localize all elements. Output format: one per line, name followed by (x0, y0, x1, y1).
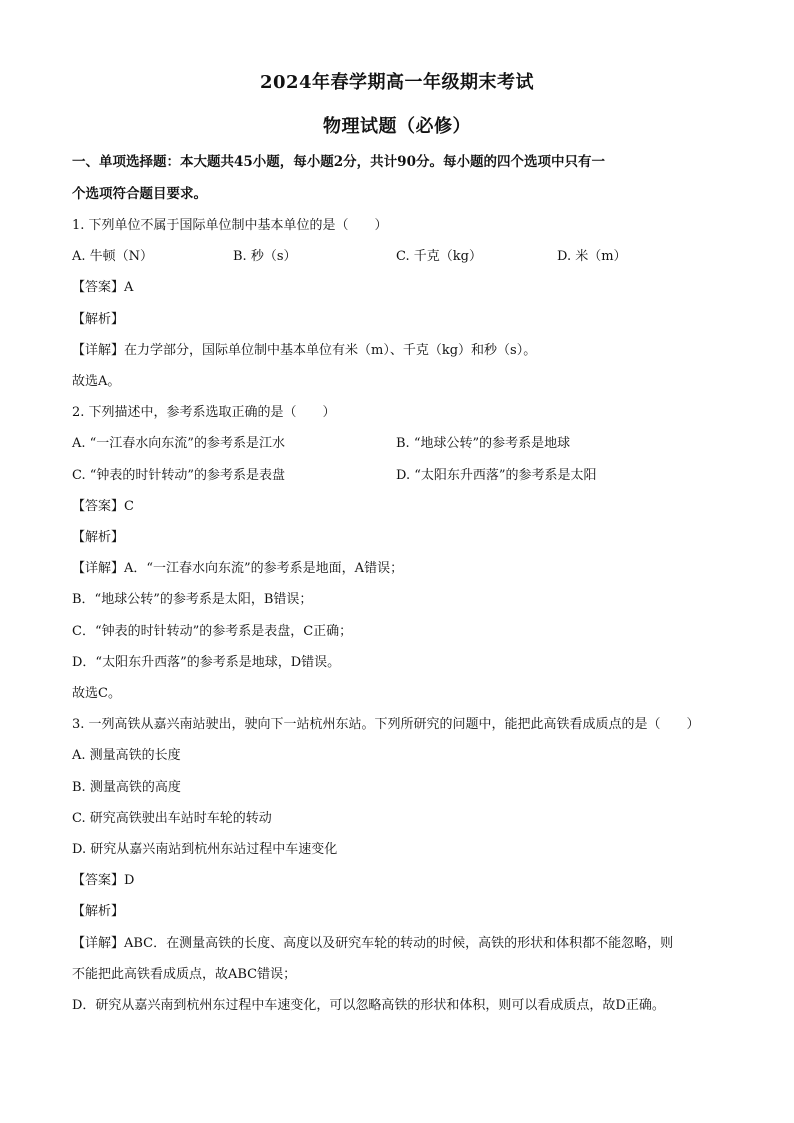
q3-detail-line-2: 不能把此高铁看成质点，故ABC错误； (72, 967, 297, 982)
q2-option-d: D. “太阳东升西落”的参考系是太阳 (396, 468, 597, 483)
q2-option-c: C. “钟表的时针转动”的参考系是表盘 (72, 468, 286, 483)
q3-detail-line-3: D．研究从嘉兴南到杭州东过程中车速变化，可以忽略高铁的形状和体积，则可以看成质点，故D正确。 (72, 998, 665, 1013)
q1-option-b: B. 秒（s） (233, 249, 297, 264)
q3-answer: 【答案】D (72, 873, 135, 888)
q1-analysis-label: 【解析】 (72, 312, 125, 327)
q3-option-a: A. 测量高铁的长度 (72, 748, 181, 763)
q2-detail-b: B．“地球公转”的参考系是太阳，B错误； (72, 592, 313, 607)
q2-analysis-label: 【解析】 (72, 530, 125, 545)
q1-conclusion: 故选A。 (72, 374, 121, 389)
q2-answer: 【答案】C (72, 499, 134, 514)
q1-stem: 1. 下列单位不属于国际单位制中基本单位的是（ ） (72, 218, 388, 233)
q3-detail-line-1: 【详解】ABC．在测量高铁的长度、高度以及研究车轮的转动的时候，高铁的形状和体积都不能忽略，则 (72, 936, 674, 951)
q1-option-a: A. 牛顿（N） (72, 249, 154, 264)
q1-detail: 【详解】在力学部分，国际单位制中基本单位有米（m）、千克（kg）和秒（s）。 (72, 343, 537, 358)
q1-option-d: D. 米（m） (557, 249, 627, 264)
q2-stem: 2. 下列描述中，参考系选取正确的是（ ） (72, 405, 336, 420)
q1-answer: 【答案】A (72, 280, 134, 295)
q3-option-b: B. 测量高铁的高度 (72, 780, 181, 795)
q2-option-b: B. “地球公转”的参考系是地球 (396, 436, 571, 451)
section-heading-line-2: 个选项符合题目要求。 (72, 186, 207, 202)
q2-conclusion: 故选C。 (72, 686, 121, 701)
section-heading-line-1: 一、单项选择题：本大题共45小题，每小题2分，共计90分。每小题的四个选项中只有一 (72, 154, 605, 170)
q1-option-c: C. 千克（kg） (396, 249, 482, 264)
q3-option-c: C. 研究高铁驶出车站时车轮的转动 (72, 811, 272, 826)
q2-option-a: A. “一江春水向东流”的参考系是江水 (72, 436, 285, 451)
exam-subtitle: 物理试题（必修） (323, 116, 471, 137)
q3-stem: 3. 一列高铁从嘉兴南站驶出，驶向下一站杭州东站。下列所研究的问题中，能把此高铁看成质点的是（ ） (72, 717, 700, 732)
q3-option-d: D. 研究从嘉兴南站到杭州东站过程中车速变化 (72, 842, 338, 857)
q3-analysis-label: 【解析】 (72, 904, 125, 919)
q2-detail-a: 【详解】A．“一江春水向东流”的参考系是地面，A错误； (72, 561, 404, 576)
q2-detail-c: C．“钟表的时针转动”的参考系是表盘，C正确； (72, 624, 353, 639)
q2-detail-d: D．“太阳东升西落”的参考系是地球，D错误。 (72, 655, 341, 670)
exam-title: 2024年春学期高一年级期末考试 (259, 72, 535, 93)
